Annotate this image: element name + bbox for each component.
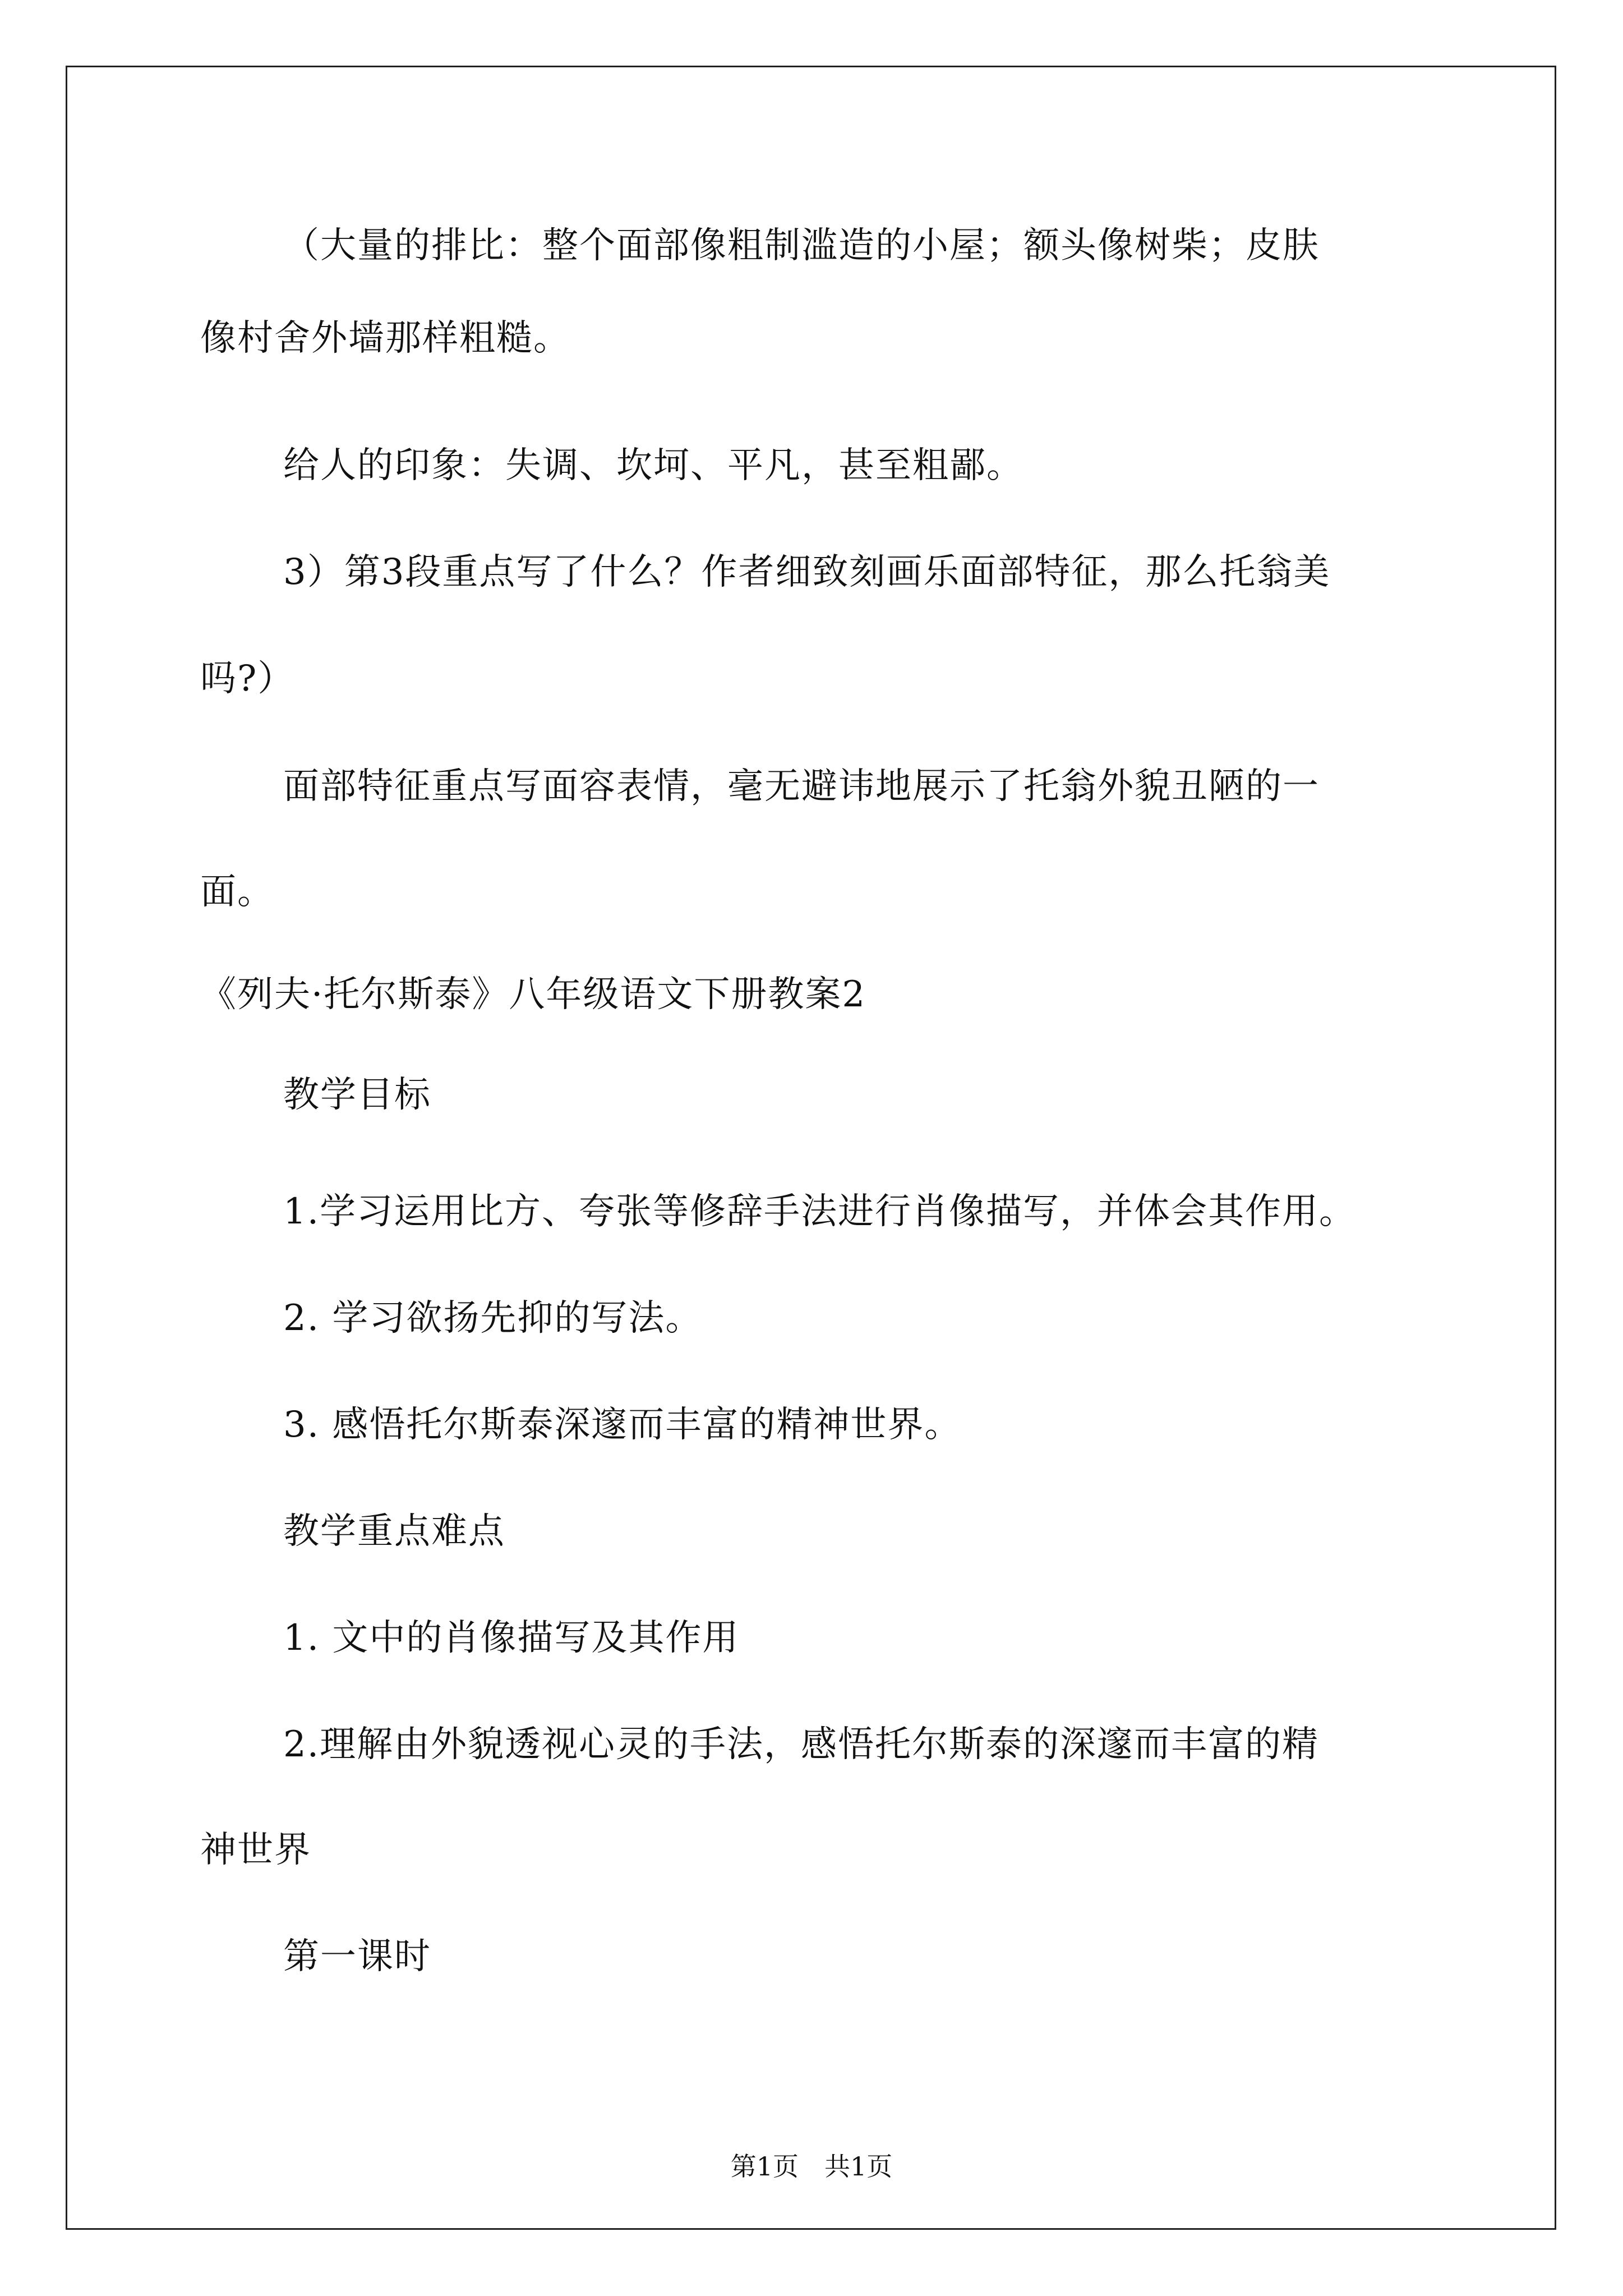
- paragraph-line: 3. 感悟托尔斯泰深邃而丰富的精神世界。: [283, 1404, 962, 1446]
- paragraph-line: 神世界: [200, 1829, 311, 1871]
- paragraph-line: 像村舍外墙那样粗糙。: [200, 318, 570, 359]
- paragraph-line: 2.理解由外貌透视心灵的手法，感悟托尔斯泰的深邃而丰富的精: [283, 1724, 1320, 1765]
- page-footer: 第1页 共1页: [730, 2151, 893, 2182]
- paragraph-line: 1.学习运用比方、夸张等修辞手法进行肖像描写，并体会其作用。: [283, 1191, 1357, 1232]
- paragraph-line: 教学目标: [283, 1074, 431, 1116]
- paragraph-line: 面部特征重点写面容表情，毫无避讳地展示了托翁外貌丑陋的一: [283, 766, 1320, 807]
- paragraph-line: 2. 学习欲扬先抑的写法。: [283, 1297, 703, 1339]
- page-border: [66, 66, 1556, 2230]
- paragraph-line: 给人的印象：失调、坎坷、平凡，甚至粗鄙。: [283, 445, 1023, 486]
- paragraph-line: 1. 文中的肖像描写及其作用: [283, 1617, 740, 1659]
- paragraph-line: 第一课时: [283, 1936, 431, 1977]
- paragraph-line: （大量的排比：整个面部像粗制滥造的小屋；额头像树柴；皮肤: [283, 225, 1320, 266]
- paragraph-line: 面。: [200, 871, 274, 913]
- paragraph-line: 吗?）: [200, 658, 295, 700]
- section-heading: 《列夫·托尔斯泰》八年级语文下册教案2: [200, 974, 866, 1015]
- paragraph-line: 3）第3段重点写了什么？作者细致刻画乐面部特征，那么托翁美: [283, 551, 1331, 593]
- paragraph-line: 教学重点难点: [283, 1511, 505, 1552]
